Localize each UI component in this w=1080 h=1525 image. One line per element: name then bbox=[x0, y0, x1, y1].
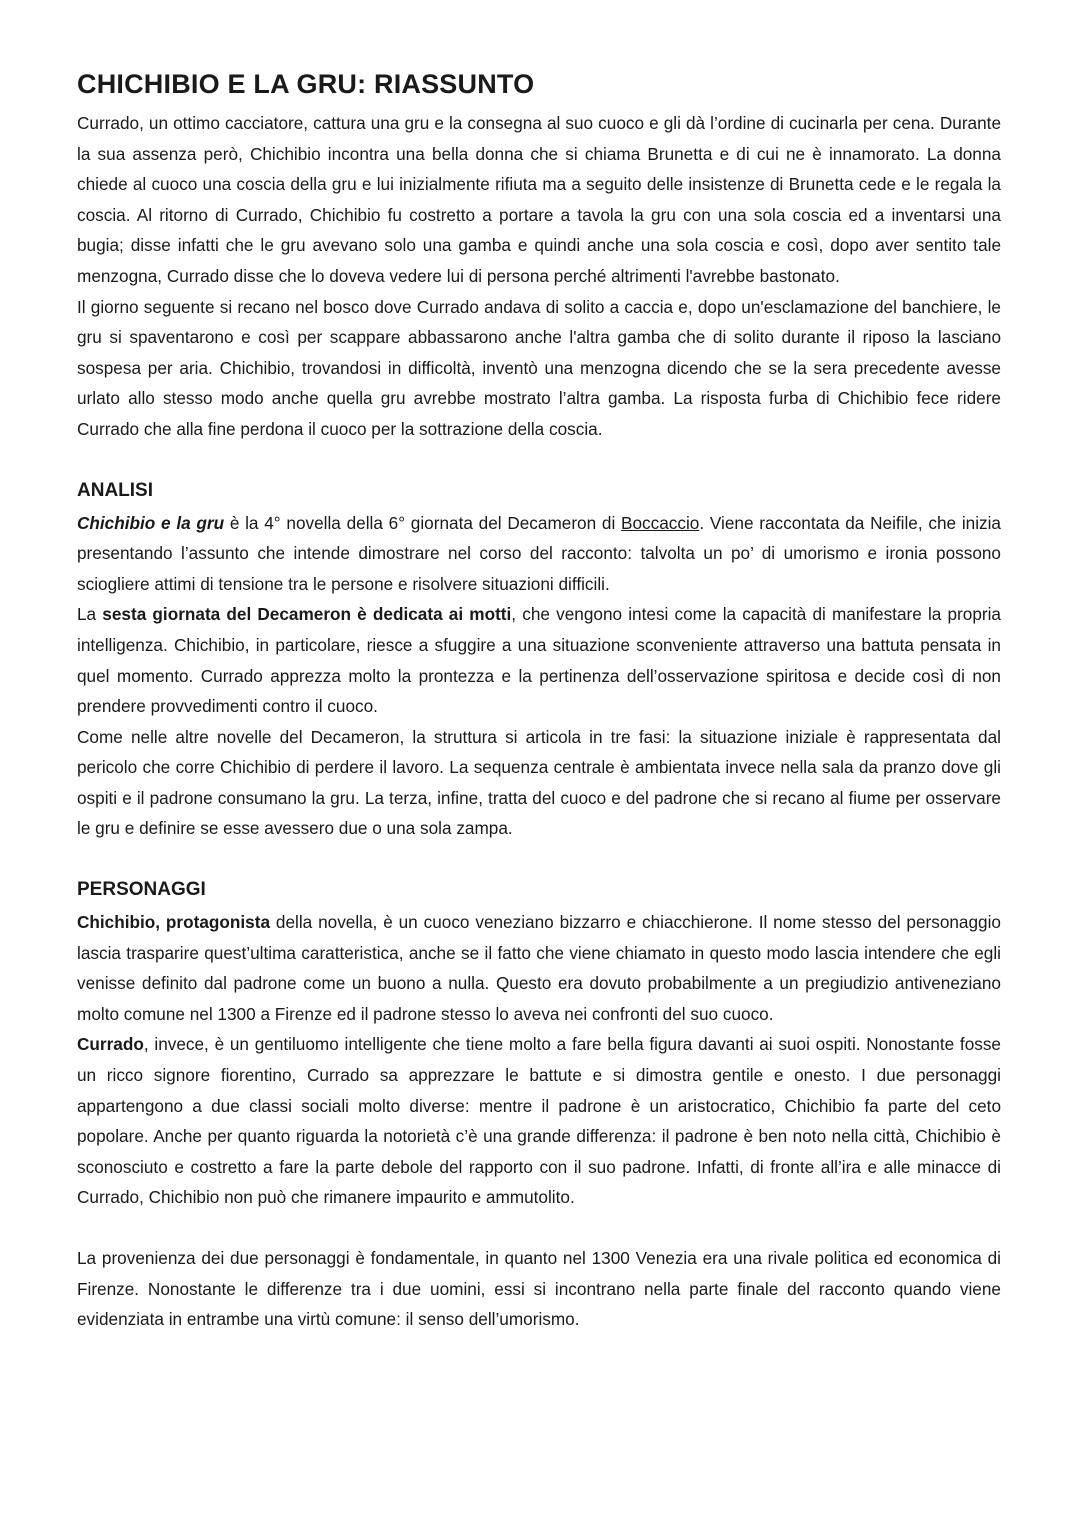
analisi-paragraph-1-text-a: è la 4° novella della 6° giornata del Decameron di bbox=[224, 512, 622, 533]
personaggi-paragraph-1-bold: Chichibio, protagonista bbox=[77, 912, 271, 933]
personaggi-paragraph-1-text: della novella, è un cuoco veneziano bizzarro e chiacchierone. Il nome stesso del personaggio lascia trasparire quest’ultima caratteristica, anche se il fatto che viene chiamato in questo modo lascia intendere che egli venisse definito dal padrone come un buono a nulla. Questo era dovuto probabilmente a un pregiudizio antiveneziano molto comune nel 1300 a Firenze ed il padrone stesso lo aveva nei confronti del suo cuoco. bbox=[77, 912, 1001, 1024]
analisi-paragraph-1 bbox=[77, 508, 1001, 600]
page-title: CHICHIBIO E LA GRU: RIASSUNTO bbox=[77, 69, 535, 99]
analisi-paragraph-2-text-a: La bbox=[77, 604, 103, 625]
riassunto-paragraph-1: Currado, un ottimo cacciatore, cattura una gru e la consegna al suo cuoco e gli dà l’ordine di cucinarla per cena. Durante la sua assenza però, Chichibio incontra una bella donna che si chiama Brunetta e di cui ne è innamorato. La donna chiede al cuoco una coscia della gru e lui inizialmente rifiuta ma a seguito delle insistenze di Brunetta cede e le regala la coscia. Al ritorno di Currado, Chichibio fu costretto a portare a tavola la gru con una sola coscia ed a inventarsi una bugia; disse infatti che le gru avevano solo una gamba e quindi anche una sola coscia e così, dopo aver sentito tale menzogna, Currado disse che lo doveva vedere lui di persona perché altrimenti l'avrebbe bastonato. bbox=[77, 113, 1001, 286]
personaggi-paragraph-2 bbox=[77, 1029, 1001, 1213]
boccaccio-link[interactable]: Boccaccio bbox=[621, 512, 700, 533]
personaggi-paragraph-3: La provenienza dei due personaggi è fondamentale, in quanto nel 1300 Venezia era una rivale politica ed economica di Firenze. Nonostante le differenze tra i due uomini, essi si incontrano nella parte finale del racconto quando viene evidenziata in entrambe una virtù comune: il senso dell’umorismo. bbox=[77, 1248, 1001, 1330]
analisi-paragraph-3: Come nelle altre novelle del Decameron, la struttura si articola in tre fasi: la situazione iniziale è rappresentata dal pericolo che corre Chichibio di perdere il lavoro. La sequenza centrale è ambientata invece nella sala da pranzo dove gli ospiti e il padrone consumano la gru. La terza, infine, tratta del cuoco e del padrone che si recano al fiume per osservare le gru e definire se esse avessero due o una sola zampa. bbox=[77, 726, 1001, 839]
personaggi-paragraph-1 bbox=[77, 907, 1001, 1029]
analisi-paragraph-2-bold: sesta giornata del Decameron è dedicata ai motti bbox=[102, 604, 512, 625]
novella-title: Chichibio e la gru bbox=[77, 512, 225, 533]
document-page bbox=[77, 66, 1001, 1335]
personaggi-heading: PERSONAGGI bbox=[77, 879, 206, 901]
analisi-paragraph-2-text-b: , che vengono intesi come la capacità di manifestare la propria intelligenza. Chichibio, in particolare, riesce a sfuggire a una situazione sconveniente attraverso una battuta pensata in quel momento. Currado apprezza molto la prontezza e la pertinenza dell’osservazione spiritosa e decide così di non prendere provvedimenti contro il cuoco. bbox=[77, 604, 1001, 717]
riassunto-paragraph-2: Il giorno seguente si recano nel bosco dove Currado andava di solito a caccia e, dopo un'esclamazione del banchiere, le gru si spaventarono e così per scappare abbassarono anche l'altra gamba che di solito durante il riposo la lasciano sospesa per aria. Chichibio, trovandosi in difficoltà, inventò una menzogna dicendo che se la sera precedente avesse urlato allo stesso modo anche quella gru avrebbe mostrato l’altra gamba. La risposta furba di Chichibio fece ridere Currado che alla fine perdona il cuoco per la sottrazione della coscia. bbox=[77, 296, 1001, 439]
section-spacer bbox=[77, 844, 1001, 876]
personaggi-paragraph-2-text: , invece, è un gentiluomo intelligente che tiene molto a fare bella figura davanti ai suoi ospiti. Nonostante fosse un ricco signore fiorentino, Currado sa apprezzare le battute e si dimostra gentile e onesto. I due personaggi appartengono a due classi sociali molto diverse: mentre il padrone è un aristocratico, Chichibio fa parte del ceto popolare. Anche per quanto riguarda la notorietà c’è una grande differenza: il padrone è ben noto nella città, Chichibio è sconosciuto e costretto a fare la parte debole del rapporto con il suo padrone. Infatti, di fronte all’ira e alle minacce di Currado, Chichibio non può che rimanere impaurito e ammutolito. bbox=[77, 1034, 1001, 1208]
personaggi-paragraph-2-bold: Currado bbox=[77, 1034, 144, 1055]
paragraph-spacer bbox=[77, 1213, 1001, 1243]
analisi-paragraph-1-text-b: . Viene raccontata da Neifile, che inizia presentando l’assunto che intende dimostrare nel corso del racconto: talvolta un po’ di umorismo e ironia possono sciogliere attimi di tensione tra le persone e risolvere situazioni difficili. bbox=[77, 512, 1001, 594]
analisi-heading: ANALISI bbox=[77, 479, 153, 501]
section-spacer bbox=[77, 445, 1001, 477]
analisi-paragraph-2 bbox=[77, 599, 1001, 721]
